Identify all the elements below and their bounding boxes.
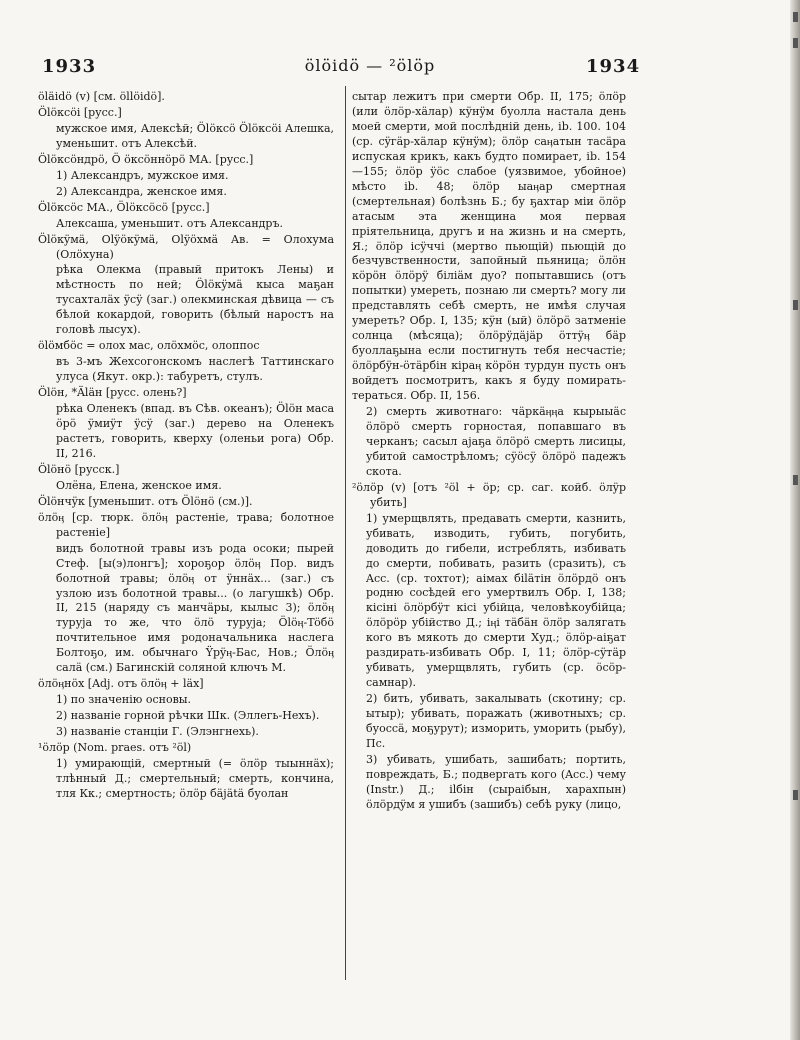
edge-mark bbox=[793, 790, 798, 800]
entry-sense: 3) названіе станціи Г. (Элэнгнехь). bbox=[56, 725, 259, 739]
entry-sense: видъ болотной травы изъ рода осоки; пырей Стеф. [ы(э)лонгъ]; хороҕор öлöӊ Пор. видъ болотной травы; öлöӊ от ÿннäх... (заг.) съ узлою изъ болотной травы... (о лагушкѣ) Обр. II, 215 (наряду съ манчäры, кылыс 3); öлöӊ туруjа то же, что öлö туруjа; Ölöӊ-Töбö почтительное имя родоначальника наслега Болтоҕо, им. обычнаго Ÿрÿӊ-Бас, Нов.; Öлöӊ салä (см.) Багинскій соляной ключъ М. bbox=[56, 541, 334, 675]
entry-sense: 1) Александръ, мужское имя. bbox=[56, 168, 229, 182]
running-title: ölöidö — ²ölöp bbox=[304, 56, 436, 75]
edge-mark bbox=[793, 12, 798, 22]
entry-sense: 1) умерщвлять, предавать смерти, казнить, убивать, изводить, губить, погубить, доводить до гибели, истреблять, избивать до смерти, побивать, разить (сразить), съ Acc. (ср. тохтот); аімах біläтін öлöрдö онъ родню сосѣдей его умертвилъ Обр. I, 138; кісiні öлöрбÿт кісі убійца, человѣкоубійца; öлöрöр убійство Д.; іӊі тäбäн öлöр залягать кого въ мякоть до смерти Худ.; öлöр-аіҕат раздирать-избивать Обр. I, 11; öлöр-сÿтäр убивать, умерщвлять, губить (ср. öсöр-самнар). bbox=[366, 511, 626, 690]
dictionary-entry: öлöӊ [ср. тюрк. öлöӊ растеніе, трава; болотное растеніе] bbox=[38, 510, 334, 539]
entry-sense: рѣка Оленекъ (впад. въ Сѣв. океанъ); Ölöн маса öрö ÿмиÿт ÿсÿ (заг.) дерево на Оленекъ растетъ, говорить, кверху (оленьи рога) Обр. II, 216. bbox=[56, 402, 334, 460]
left-page-number: 1933 bbox=[42, 56, 97, 77]
entry-sense: сытар лежитъ при смерти Обр. II, 175; öлöр (или öлöр-хäлар) кÿнÿм буолла настала день моей смерти, мой послѣдній день, ib. 100. 104 (ср. сÿгäр-хäлар кÿнÿм); öлöр саӊатын тасäра испуская крикъ, какъ будто помирает, ib. 154—155; öлöр ÿöc слабое (уязвимое, убойное) мѣсто ib. 48; öлöр ыаӊар смертная (смертельная) болѣзнь Б.; бу ҕахтар міи öлöр атасым эта женщина моя первая пріятельница, другъ и на жизнь и на смерть, Я.; öлöр іcÿччі (мертво пьющій) пьющій до безчувственности, запойный пьяница; öлöн кöрöн öлöрÿ бiліäм дуо? попытавшись (отъ попытки) умереть, познаю ли смерть? могу ли представлять себѣ смерть, не имѣя случая умереть? Обр. I, 135; кÿн (ый) öлöрö затменіе солнца (мѣсяца); öлöрӱдäjäр öттÿӊ бäр буоллаҕына если постигнуть тебя несчастіе; öлöрбÿн-öтäрбін кіраӊ кöрöн турдун пусть онъ войдетъ посмотритъ, какъ я буду помирать-тераться. Обр. II, 156. bbox=[352, 90, 626, 403]
page-edge bbox=[790, 0, 800, 1040]
right-column bbox=[352, 90, 626, 814]
dictionary-entry: ²öлöр (v) [отъ ²öl + öр; ср. саг. койб. öлÿр убить] bbox=[352, 480, 626, 509]
dictionary-entry: öläidö (v) [см. öllöidö]. bbox=[38, 90, 165, 103]
column-divider bbox=[345, 86, 346, 980]
dictionary-entry: öлöӊнöх [Adj. отъ öлöӊ + läх] bbox=[38, 677, 204, 691]
dictionary-entry: Ölöнчÿк [уменьшит. отъ Ölöнö (см.)]. bbox=[38, 494, 253, 508]
dictionary-entry: ¹öлöр (Nom. praes. отъ ²öl) bbox=[38, 741, 192, 755]
entry-sense: Олёна, Елена, женское имя. bbox=[56, 478, 222, 492]
edge-mark bbox=[793, 300, 798, 310]
entry-sense: 2) названіе горной рѣчки Шк. (Эллегь-Нехъ). bbox=[56, 709, 320, 723]
right-page-number: 1934 bbox=[586, 56, 641, 77]
entry-sense: въ 3-мъ Жехсогонскомъ наслегѣ Таттинскаго улуса (Якут. окр.): табуретъ, стулъ. bbox=[56, 355, 334, 384]
entry-sense: рѣка Олекма (правый притокъ Лены) и мѣстность по ней; Ölöкÿмä кыса маҕан тусахталäх ÿсÿ (заг.) олекминская дѣвица — съ бѣлой кокардой, говорить (бѣлый наростъ на головѣ лысух). bbox=[56, 263, 334, 337]
entry-sense: 2) смерть животнаго: чäркäӊӊа кырыыäс öлöрö смерть горностая, попавшаго въ черканъ; сасыл аjаҕа öлöрö смерть лисицы, убитой самострѣломъ; сÿöсÿ öлöрö падежъ скота. bbox=[366, 405, 626, 478]
dictionary-entry: Ölöнö [русск.] bbox=[38, 462, 120, 476]
dictionary-entry: Ölöкÿмä, Olÿöкÿмä, Olÿöхмä Ав. = Олохума (Олöхуна) bbox=[38, 232, 334, 261]
entry-sense: мужское имя, Алексѣй; Ölöксö Ölöксöi Алешка, уменьшит. отъ Алексѣй. bbox=[56, 121, 334, 150]
entry-sense: 2) бить, убивать, закалывать (скотину; ср. ытыр); убивать, поражать (животныхъ; ср. буоссä, моҕурут); изморить, уморить (рыбу), Пс. bbox=[366, 692, 626, 750]
dictionary-entry: ölöмбöс = олох мас, олöхмöс, олоппос bbox=[38, 339, 260, 353]
entry-sense: 3) убивать, ушибать, зашибать; портить, повреждать, Б.; подвергать кого (Acc.) чему (Instr.) Д.; ilбін (сыраібын, харахпын) öлöрдÿм я ушибъ (зашибъ) себѣ руку (лицо, bbox=[366, 752, 626, 811]
dictionary-entry: Ölöн, *Äläн [русс. олень?] bbox=[38, 386, 187, 400]
edge-mark bbox=[793, 475, 798, 485]
dictionary-entry: Ölöксöс МА., Ölöксöсö [русс.] bbox=[38, 200, 210, 214]
edge-mark bbox=[793, 38, 798, 48]
entry-sense: 1) умирающій, смертный (= öлöр тыыннäх); тлѣнный Д.; смертельный; смерть, кончина, тля Кк.; смертность; öлöр бäjätä буолан bbox=[56, 756, 334, 800]
entry-sense: 2) Александра, женское имя. bbox=[56, 184, 227, 198]
dictionary-entry: Ölöксöi [русс.] bbox=[38, 105, 122, 119]
entry-sense: Алексаша, уменьшит. отъ Александръ. bbox=[56, 216, 283, 230]
left-column bbox=[38, 90, 334, 803]
dictionary-entry: Ölöксöндрö, Ö öксöннöрö МА. [русс.] bbox=[38, 152, 254, 166]
entry-sense: 1) по значенію основы. bbox=[56, 693, 192, 707]
